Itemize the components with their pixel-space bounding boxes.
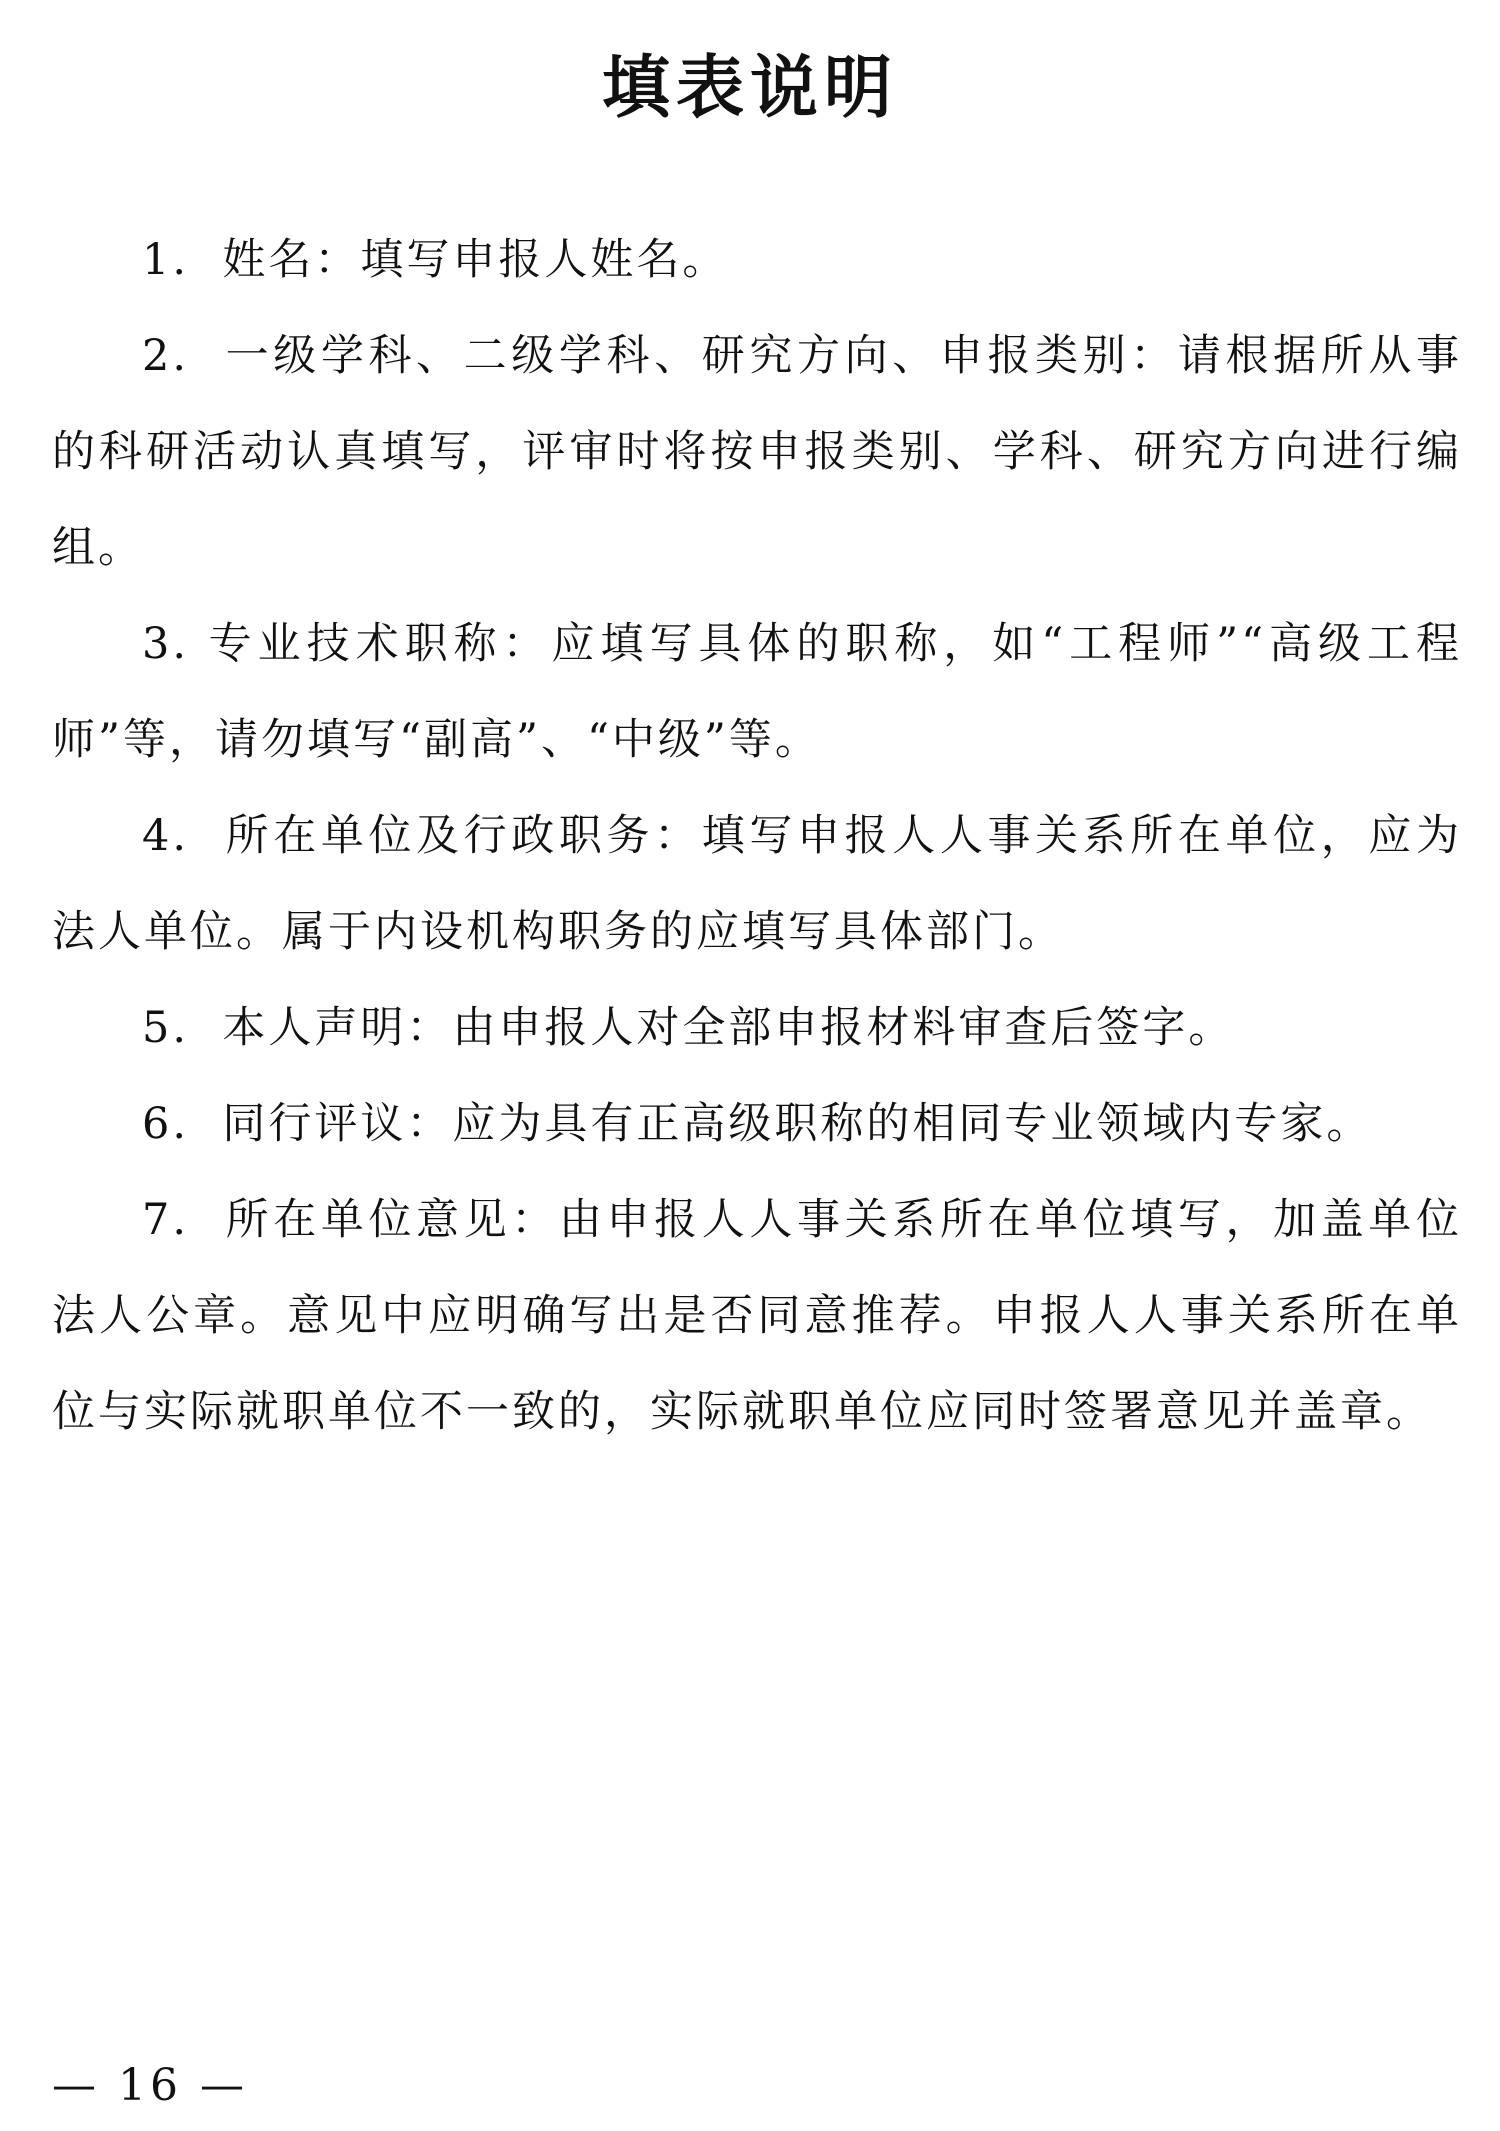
page-title: 填表说明 — [601, 47, 898, 128]
page-number: — 16 — — [52, 2060, 248, 2111]
instruction-item-1: 1. 姓名：填写申报人姓名。 — [142, 235, 729, 285]
instruction-item-2: 2. 一级学科、二级学科、研究方向、申报类别：请根据所从事的科研活动认真填写，评审时将按申报类别、学科、研究方向进行编组。 — [52, 331, 1462, 573]
instruction-item-4: 4. 所在单位及行政职务：填写申报人人事关系所在单位，应为法人单位。属于内设机构职务的应填写具体部门。 — [52, 811, 1462, 957]
instruction-item-6: 6. 同行评议：应为具有正高级职称的相同专业领域内专家。 — [142, 1099, 1373, 1149]
instruction-item-3: 3. 专业技术职称：应填写具体的职称，如“工程师”“高级工程师”等，请勿填写“副高”、“中级”等。 — [52, 619, 1462, 765]
instructions-list — [52, 212, 1462, 1460]
instruction-item-5: 5. 本人声明：由申报人对全部申报材料审查后签字。 — [142, 1003, 1235, 1053]
instruction-item-7: 7. 所在单位意见：由申报人人事关系所在单位填写，加盖单位法人公章。意见中应明确写出是否同意推荐。申报人人事关系所在单位与实际就职单位不一致的，实际就职单位应同时签署意见并盖章。 — [52, 1195, 1462, 1437]
